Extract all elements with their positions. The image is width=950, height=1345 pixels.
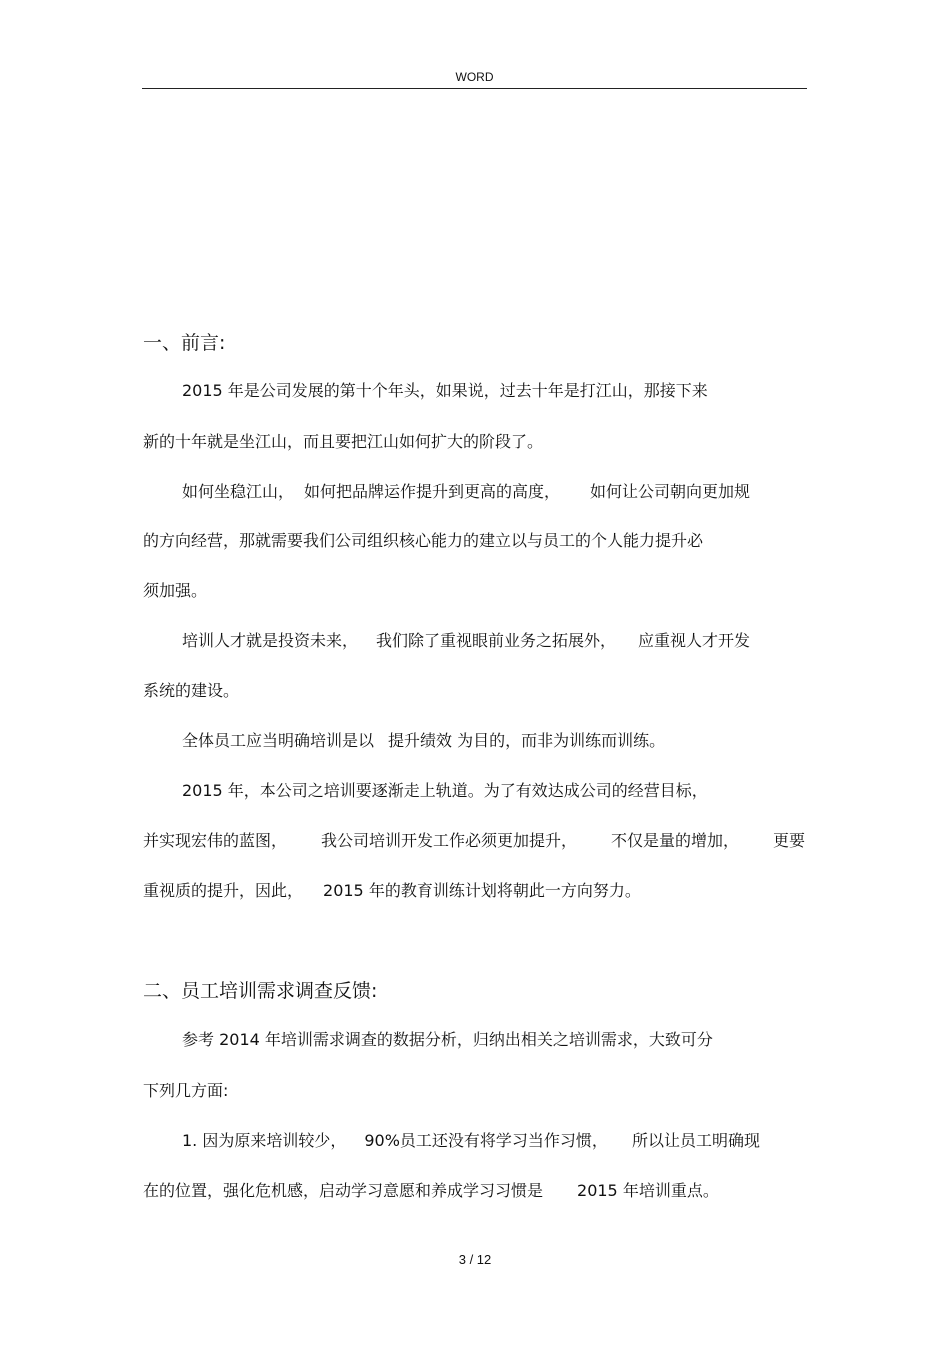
paragraph-line (182, 630, 750, 652)
text-span: 90%员工还没有将学习当作习惯， (364, 1131, 608, 1150)
text-span: 不仅是量的增加， (610, 831, 739, 850)
header-title: WORD (455, 70, 494, 84)
paragraph-line (143, 830, 805, 852)
text-span: 1. 因为原来培训较少， (182, 1131, 347, 1150)
text-span: 在的位置，强化危机感，启动学习意愿和养成学习习惯是 (143, 1181, 544, 1200)
paragraph-line (182, 481, 750, 503)
section-heading-preface: 一、前言: (143, 332, 226, 354)
paragraph-line: 的方向经营，那就需要我们公司组织核心能力的建立以与员工的个人能力提升必 (143, 531, 704, 550)
text-span: 如何坐稳江山， (182, 482, 295, 501)
text-span: 2015 年培训重点。 (577, 1181, 719, 1200)
section-heading-survey: 二、员工培训需求调查反馈: (143, 980, 378, 1002)
paragraph-line: 2015 年，本公司之培训要逐渐走上轨道。为了有效达成公司的经营目标， (182, 781, 708, 800)
text-span: 所以让员工明确现 (631, 1131, 760, 1150)
paragraph-line: 系统的建设。 (143, 681, 240, 700)
text-span: 更要 (772, 831, 805, 850)
page-number: 3 / 12 (458, 1252, 492, 1267)
paragraph-line: 参考 2014 年培训需求调查的数据分析，归纳出相关之培训需求，大致可分 (182, 1030, 713, 1049)
paragraph-line: 下列几方面: (143, 1081, 229, 1100)
text-span: 应重视人才开发 (638, 631, 751, 650)
text-span: 如何把品牌运作提升到更高的高度， (304, 482, 561, 501)
paragraph-line (143, 880, 641, 902)
text-span: 重视质的提升，因此， (143, 881, 304, 900)
page-header (142, 68, 807, 89)
text-span: 培训人才就是投资未来， (182, 631, 359, 650)
list-item-line (182, 1130, 760, 1152)
list-item-line (143, 1180, 719, 1202)
text-span: 2015 年的教育训练计划将朝此一方向努力。 (323, 881, 641, 900)
text-span: 我公司培训开发工作必须更加提升， (320, 831, 577, 850)
text-span: 我们除了重视眼前业务之拓展外， (376, 631, 617, 650)
paragraph-line: 须加强。 (143, 581, 208, 600)
text-span: 提升绩效 为目的，而非为训练而训练。 (388, 731, 666, 750)
text-span: 全体员工应当明确培训是以 (182, 731, 375, 750)
paragraph-line: 2015 年是公司发展的第十个年头，如果说，过去十年是打江山，那接下来 (182, 381, 708, 400)
text-span: 并实现宏伟的蓝图， (143, 831, 288, 850)
paragraph-line: 新的十年就是坐江山，而且要把江山如何扩大的阶段了。 (143, 432, 544, 451)
paragraph-line (182, 730, 665, 752)
text-span: 如何让公司朝向更加规 (590, 482, 751, 501)
